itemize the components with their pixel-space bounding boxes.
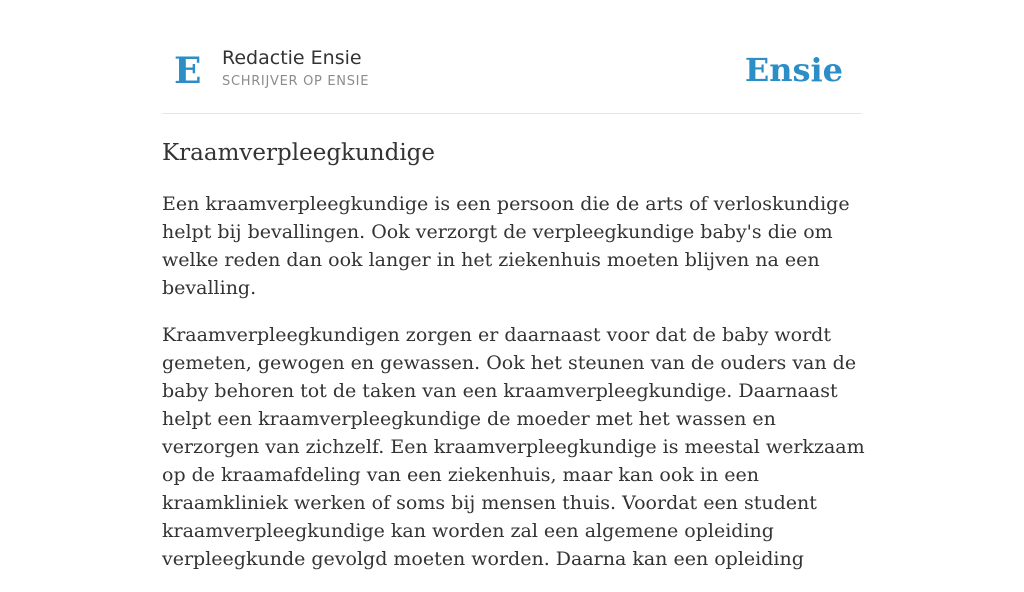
article-paragraph: Kraamverpleegkundigen zorgen er daarnaast voor dat de baby wordt gemeten, gewogen en gewassen. Ook het steunen van de ouders van de baby behoren tot de taken van een kraamverpleegkundige. Daarnaast helpt een kraamverpleegkundige de moeder met het wassen en verzorgen van zichzelf. Een kraamverpleegkundige is meestal werkzaam op de kraamafdeling van een ziekenhuis, maar kan ook in een kraamkliniek werken of soms bij mensen thuis. Voordat een student kraamverpleegkundige kan worden zal een algemene opleiding verpleegkunde gevolgd moeten worden. Daarna kan een opleiding bbox=[162, 324, 865, 570]
article-header bbox=[162, 34, 862, 114]
author-name[interactable]: Redactie Ensie bbox=[222, 47, 362, 69]
author-logo[interactable]: E bbox=[174, 50, 202, 92]
author-role: SCHRIJVER OP ENSIE bbox=[222, 74, 370, 89]
page-title: Kraamverpleegkundige bbox=[162, 140, 436, 166]
brand-logo[interactable]: Ensie bbox=[744, 51, 843, 89]
article-body bbox=[162, 190, 870, 592]
article-paragraph: Een kraamverpleegkundige is een persoon die de arts of verloskundige helpt bij bevallingen. Ook verzorgt de verpleegkundige baby's die om welke reden dan ook langer in het ziekenhuis moeten blijven na een bevalling. bbox=[162, 193, 850, 299]
